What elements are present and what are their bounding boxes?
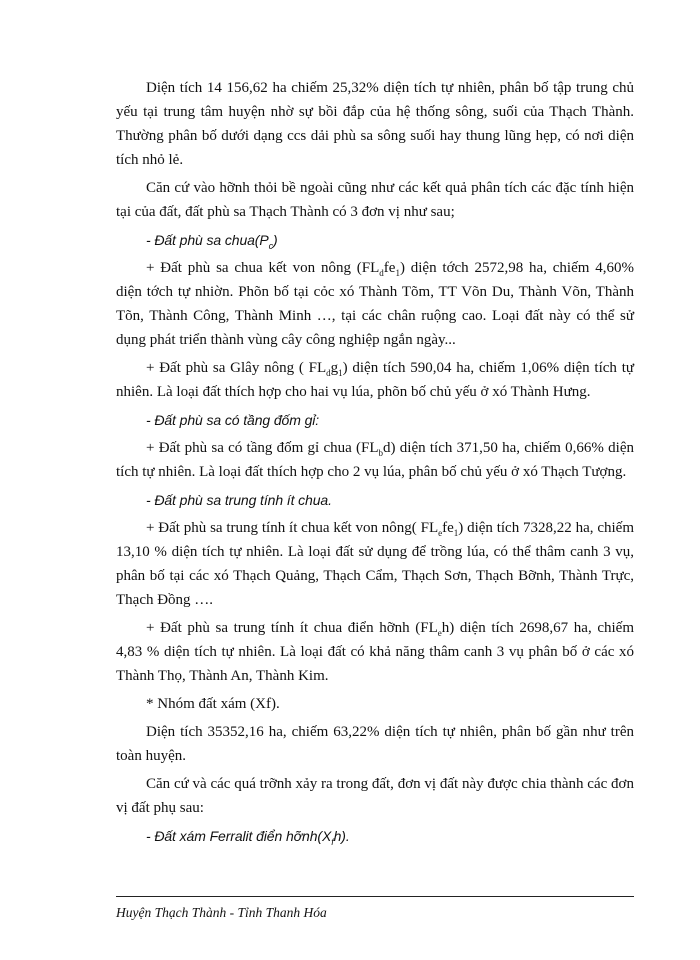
- paragraph-3: + Đất phù sa chua kết von nông $(FL_dfe_1)$ diện tớch 2572,98 ha, chiếm 4,60% diện tớch tự nhiờn. Phõn bố tại cỏc xó Thành Tõm, TT Võn Du, Thành Võn, Thành Tõn, Thành Công, Thành Minh …, tại các chân ruộng cao. Loại đất này có thể sử dụng phát triển thành vùng cây công nghiệp ngắn ngày...: [116, 260, 634, 348]
- subheading-ferralit: - Đất xám Ferralit điển $hỡnh(X_fh)$.: [146, 828, 350, 847]
- page-footer: Huyện Thạch Thành - Tỉnh Thanh Hóa: [116, 905, 327, 920]
- subheading-neutral-alluvial: - Đất phù sa trung tính ít chua.: [146, 492, 332, 508]
- paragraph-1: Diện tích 14 156,62 ha chiếm 25,32% diện tích tự nhiên, phân bố tập trung chủ yếu tại trung tâm huyện nhờ sự bồi đắp của hệ thống sông, suối của Thạch Thành. Thường phân bố dưới dạng ccs dải phù sa sông suối hay thung lũng hẹp, có nơi diện tích nhỏ lẻ.: [116, 80, 634, 168]
- paragraph-7: + Đất phù sa trung tính ít chua điển hỡnh $(FL_eh)$ diện tích 2698,67 ha, chiếm 4,83 % diện tích tự nhiên. Là loại đất có khả năng thâm canh 3 vụ phân bố ở các xó Thành Thọ, Thành An, Thành Kim.: [116, 620, 634, 684]
- footer-divider: [116, 896, 634, 897]
- paragraph-9: Diện tích 35352,16 ha, chiếm 63,22% diện tích tự nhiên, phân bố gần như trên toàn huyện.: [116, 724, 634, 764]
- subheading-acid-alluvial: - Đất phù sa $chua(P_c)$: [146, 232, 278, 251]
- subheading-mottled-alluvial: - Đất phù sa có tầng đốm gỉ:: [146, 412, 320, 428]
- paragraph-10: Căn cứ và các quá trỡnh xảy ra trong đất, đơn vị đất này được chia thành các đơn vị đất phụ sau:: [116, 776, 634, 816]
- paragraph-5: + Đất phù sa có tầng đốm gỉ chua $(FL_bd)$ diện tích 371,50 ha, chiếm 0,66% diện tích tự nhiên. Là loại đất thích hợp cho 2 vụ lúa, phân bố chủ yếu ở xó Thạch Tượng.: [116, 440, 634, 480]
- paragraph-8: * Nhóm đất xám (Xf).: [146, 696, 280, 712]
- paragraph-4: + Đất phù sa Glây nông ( $FL_dg_1$) diện tích 590,04 ha, chiếm 1,06% diện tích tự nhiên. Là loại đất thích hợp cho hai vụ lúa, phõn bố chủ yếu ở xó Thành Hưng.: [116, 360, 634, 400]
- paragraph-6: + Đất phù sa trung tính ít chua kết von nông( $FL_efe_1$) diện tích 7328,22 ha, chiếm 13,10 % diện tích tự nhiên. Là loại đất sử dụng để trồng lúa, có thể thâm canh 3 vụ, phân bố tại các xó Thạch Quảng, Thạch Cẩm, Thạch Sơn, Thạch Bỡnh, Thành Trực, Thạch Đồng ….: [116, 520, 634, 608]
- document-body: [116, 76, 634, 852]
- paragraph-2: Căn cứ vào hỡnh thỏi bề ngoài cũng như các kết quả phân tích các đặc tính hiện tại của đất, đất phù sa Thạch Thành có 3 đơn vị như sau;: [116, 180, 634, 220]
